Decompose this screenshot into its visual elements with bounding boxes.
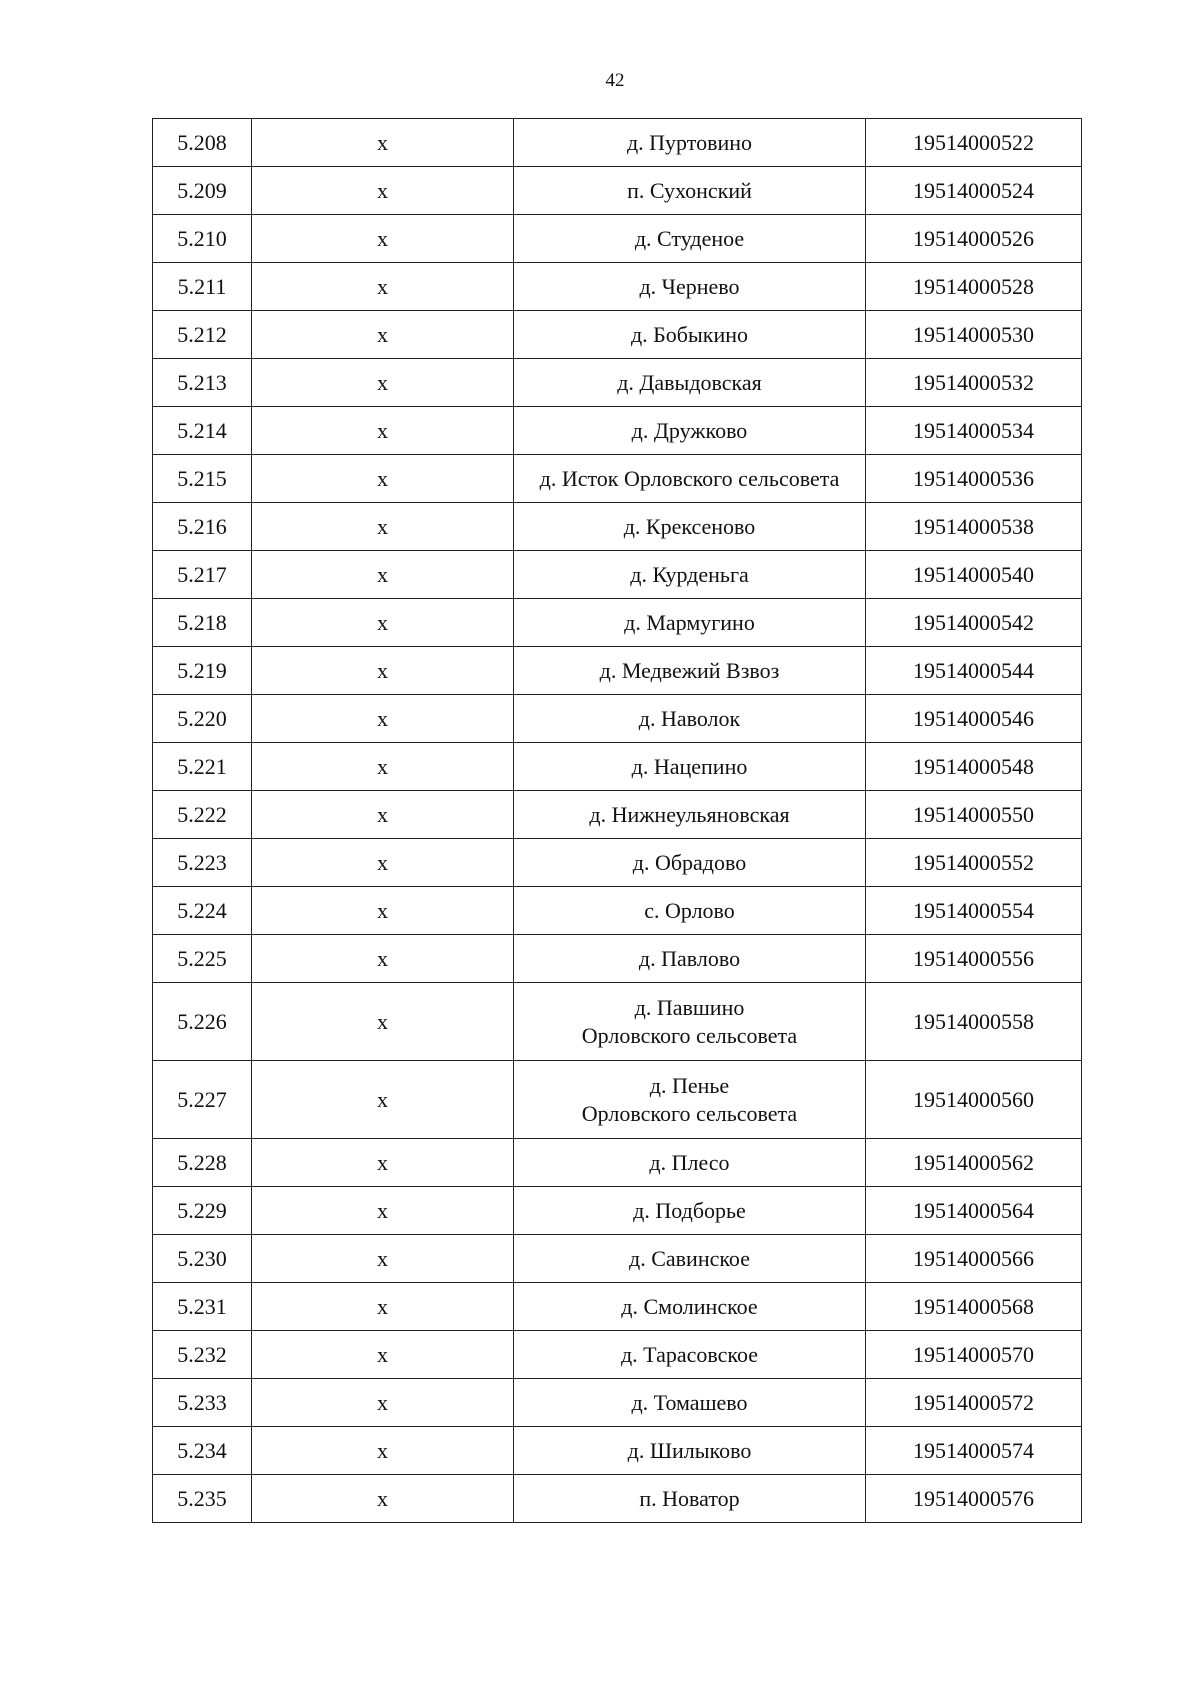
table-row — [153, 551, 1082, 599]
oktmo-code-cell: 19514000556 — [866, 935, 1082, 983]
settlement-name-cell — [514, 1427, 866, 1475]
table-row — [153, 791, 1082, 839]
mark-cell: х — [252, 359, 514, 407]
settlement-name-cell — [514, 359, 866, 407]
table-body — [153, 119, 1082, 1523]
row-number-cell: 5.234 — [153, 1427, 252, 1475]
settlement-name-cell — [514, 551, 866, 599]
mark-cell: х — [252, 743, 514, 791]
settlement-name-line: д. Тарасовское — [620, 1341, 758, 1367]
table-row — [153, 167, 1082, 215]
mark-cell: х — [252, 791, 514, 839]
row-number-cell: 5.214 — [153, 407, 252, 455]
settlement-name-line: п. Сухонский — [627, 177, 752, 203]
settlement-name-line: д. Крексеново — [623, 513, 756, 539]
row-number-cell: 5.213 — [153, 359, 252, 407]
settlement-name-line: Орловского сельсовета — [581, 1100, 798, 1126]
settlement-name-line: д. Павшино — [634, 994, 745, 1020]
mark-cell: х — [252, 167, 514, 215]
oktmo-code-cell: 19514000552 — [866, 839, 1082, 887]
settlement-name-cell — [514, 983, 866, 1061]
table-row — [153, 839, 1082, 887]
settlement-name-line: д. Шилыково — [627, 1437, 752, 1463]
row-number-cell: 5.219 — [153, 647, 252, 695]
mark-cell: х — [252, 1331, 514, 1379]
settlement-name-line: д. Пуртовино — [626, 129, 753, 155]
settlement-name-line: п. Новатор — [639, 1485, 740, 1511]
mark-cell: х — [252, 887, 514, 935]
settlement-name-cell — [514, 1235, 866, 1283]
settlement-name-line: д. Бобыкино — [630, 321, 749, 347]
row-number-cell: 5.223 — [153, 839, 252, 887]
mark-cell: х — [252, 695, 514, 743]
row-number-cell: 5.226 — [153, 983, 252, 1061]
row-number-cell: 5.222 — [153, 791, 252, 839]
settlement-name-cell — [514, 407, 866, 455]
mark-cell: х — [252, 1139, 514, 1187]
table-row — [153, 311, 1082, 359]
oktmo-code-cell: 19514000538 — [866, 503, 1082, 551]
settlement-name-cell — [514, 887, 866, 935]
settlement-name-cell — [514, 1139, 866, 1187]
settlement-name-cell — [514, 167, 866, 215]
oktmo-code-cell: 19514000532 — [866, 359, 1082, 407]
table-row — [153, 695, 1082, 743]
oktmo-code-cell: 19514000550 — [866, 791, 1082, 839]
mark-cell: х — [252, 1475, 514, 1523]
row-number-cell: 5.217 — [153, 551, 252, 599]
oktmo-code-cell: 19514000530 — [866, 311, 1082, 359]
table-row — [153, 983, 1082, 1061]
oktmo-code-cell: 19514000576 — [866, 1475, 1082, 1523]
oktmo-code-cell: 19514000534 — [866, 407, 1082, 455]
settlement-name-line: д. Нижнеульяновская — [589, 801, 790, 827]
table-row — [153, 215, 1082, 263]
mark-cell: х — [252, 935, 514, 983]
settlement-name-cell — [514, 1283, 866, 1331]
settlement-name-cell — [514, 791, 866, 839]
row-number-cell: 5.216 — [153, 503, 252, 551]
settlement-name-line: д. Томашево — [631, 1389, 748, 1415]
mark-cell: х — [252, 119, 514, 167]
oktmo-code-cell: 19514000568 — [866, 1283, 1082, 1331]
row-number-cell: 5.220 — [153, 695, 252, 743]
settlement-name-cell — [514, 1187, 866, 1235]
mark-cell: х — [252, 551, 514, 599]
settlement-name-cell — [514, 503, 866, 551]
mark-cell: х — [252, 215, 514, 263]
table-row — [153, 455, 1082, 503]
oktmo-code-cell: 19514000522 — [866, 119, 1082, 167]
table-row — [153, 119, 1082, 167]
settlement-name-line: д. Курденьга — [630, 561, 749, 587]
table-row — [153, 887, 1082, 935]
settlement-name-line: д. Пенье — [649, 1072, 730, 1098]
mark-cell: х — [252, 839, 514, 887]
oktmo-code-cell: 19514000528 — [866, 263, 1082, 311]
oktmo-code-cell: 19514000546 — [866, 695, 1082, 743]
row-number-cell: 5.235 — [153, 1475, 252, 1523]
row-number-cell: 5.231 — [153, 1283, 252, 1331]
table-row — [153, 1139, 1082, 1187]
mark-cell: х — [252, 1061, 514, 1139]
oktmo-code-cell: 19514000544 — [866, 647, 1082, 695]
settlement-name-line: д. Давыдовская — [617, 369, 762, 395]
oktmo-code-cell: 19514000542 — [866, 599, 1082, 647]
table-row — [153, 935, 1082, 983]
mark-cell: х — [252, 1235, 514, 1283]
table-row — [153, 407, 1082, 455]
oktmo-code-cell: 19514000536 — [866, 455, 1082, 503]
row-number-cell: 5.225 — [153, 935, 252, 983]
row-number-cell: 5.208 — [153, 119, 252, 167]
settlement-name-line: д. Дружково — [631, 417, 748, 443]
settlement-name-cell — [514, 743, 866, 791]
oktmo-code-cell: 19514000524 — [866, 167, 1082, 215]
page-number: 42 — [605, 70, 625, 91]
row-number-cell: 5.227 — [153, 1061, 252, 1139]
oktmo-code-cell: 19514000558 — [866, 983, 1082, 1061]
row-number-cell: 5.228 — [153, 1139, 252, 1187]
settlement-name-line: д. Савинское — [629, 1245, 750, 1271]
oktmo-code-cell: 19514000554 — [866, 887, 1082, 935]
table-row — [153, 263, 1082, 311]
table-row — [153, 1235, 1082, 1283]
table-row — [153, 359, 1082, 407]
settlement-name-line: д. Подборье — [633, 1197, 746, 1223]
settlement-name-line: с. Орлово — [644, 897, 735, 923]
row-number-cell: 5.232 — [153, 1331, 252, 1379]
row-number-cell: 5.224 — [153, 887, 252, 935]
mark-cell: х — [252, 455, 514, 503]
settlement-name-cell — [514, 455, 866, 503]
settlement-name-cell — [514, 647, 866, 695]
settlement-name-line: д. Плесо — [649, 1149, 730, 1175]
mark-cell: х — [252, 983, 514, 1061]
settlement-name-line: д. Чернево — [639, 273, 740, 299]
mark-cell: х — [252, 503, 514, 551]
settlement-name-line: Орловского сельсовета — [581, 1022, 798, 1048]
settlement-name-line: д. Наволок — [638, 705, 741, 731]
oktmo-code-cell: 19514000562 — [866, 1139, 1082, 1187]
oktmo-code-cell: 19514000570 — [866, 1331, 1082, 1379]
row-number-cell: 5.221 — [153, 743, 252, 791]
settlement-name-line: д. Студеное — [634, 225, 745, 251]
settlement-name-line: д. Нацепино — [631, 753, 748, 779]
row-number-cell: 5.230 — [153, 1235, 252, 1283]
settlement-name-line: д. Павлово — [638, 945, 741, 971]
settlement-name-cell — [514, 119, 866, 167]
settlement-name-cell — [514, 311, 866, 359]
table-row — [153, 1283, 1082, 1331]
oktmo-code-cell: 19514000574 — [866, 1427, 1082, 1475]
mark-cell: х — [252, 599, 514, 647]
settlement-name-line: д. Медвежий Взвоз — [599, 657, 780, 683]
table-row — [153, 1379, 1082, 1427]
settlements-table — [152, 118, 1082, 1523]
table-row — [153, 1061, 1082, 1139]
oktmo-code-cell: 19514000560 — [866, 1061, 1082, 1139]
oktmo-code-cell: 19514000540 — [866, 551, 1082, 599]
settlement-name-cell — [514, 935, 866, 983]
mark-cell: х — [252, 311, 514, 359]
row-number-cell: 5.229 — [153, 1187, 252, 1235]
mark-cell: х — [252, 647, 514, 695]
row-number-cell: 5.211 — [153, 263, 252, 311]
row-number-cell: 5.209 — [153, 167, 252, 215]
table-row — [153, 599, 1082, 647]
oktmo-code-cell: 19514000566 — [866, 1235, 1082, 1283]
mark-cell: х — [252, 1427, 514, 1475]
mark-cell: х — [252, 1283, 514, 1331]
settlement-name-cell — [514, 1379, 866, 1427]
mark-cell: х — [252, 1187, 514, 1235]
table-row — [153, 503, 1082, 551]
table-row — [153, 1475, 1082, 1523]
mark-cell: х — [252, 1379, 514, 1427]
oktmo-code-cell: 19514000572 — [866, 1379, 1082, 1427]
table-row — [153, 1331, 1082, 1379]
settlement-name-cell — [514, 599, 866, 647]
oktmo-code-cell: 19514000526 — [866, 215, 1082, 263]
table-row — [153, 647, 1082, 695]
settlement-name-cell — [514, 1061, 866, 1139]
oktmo-code-cell: 19514000548 — [866, 743, 1082, 791]
settlement-name-cell — [514, 263, 866, 311]
settlement-name-cell — [514, 1331, 866, 1379]
settlement-name-cell — [514, 215, 866, 263]
settlement-name-cell — [514, 1475, 866, 1523]
mark-cell: х — [252, 263, 514, 311]
settlement-name-cell — [514, 695, 866, 743]
row-number-cell: 5.233 — [153, 1379, 252, 1427]
row-number-cell: 5.212 — [153, 311, 252, 359]
table-row — [153, 1187, 1082, 1235]
settlement-name-line: д. Обрадово — [632, 849, 747, 875]
row-number-cell: 5.210 — [153, 215, 252, 263]
table-row — [153, 1427, 1082, 1475]
settlement-name-line: д. Смолинское — [621, 1293, 758, 1319]
row-number-cell: 5.215 — [153, 455, 252, 503]
settlement-name-cell — [514, 839, 866, 887]
oktmo-code-cell: 19514000564 — [866, 1187, 1082, 1235]
table-row — [153, 743, 1082, 791]
row-number-cell: 5.218 — [153, 599, 252, 647]
settlement-name-line: д. Исток Орловского сельсовета — [539, 465, 840, 491]
mark-cell: х — [252, 407, 514, 455]
settlement-name-line: д. Мармугино — [624, 609, 755, 635]
